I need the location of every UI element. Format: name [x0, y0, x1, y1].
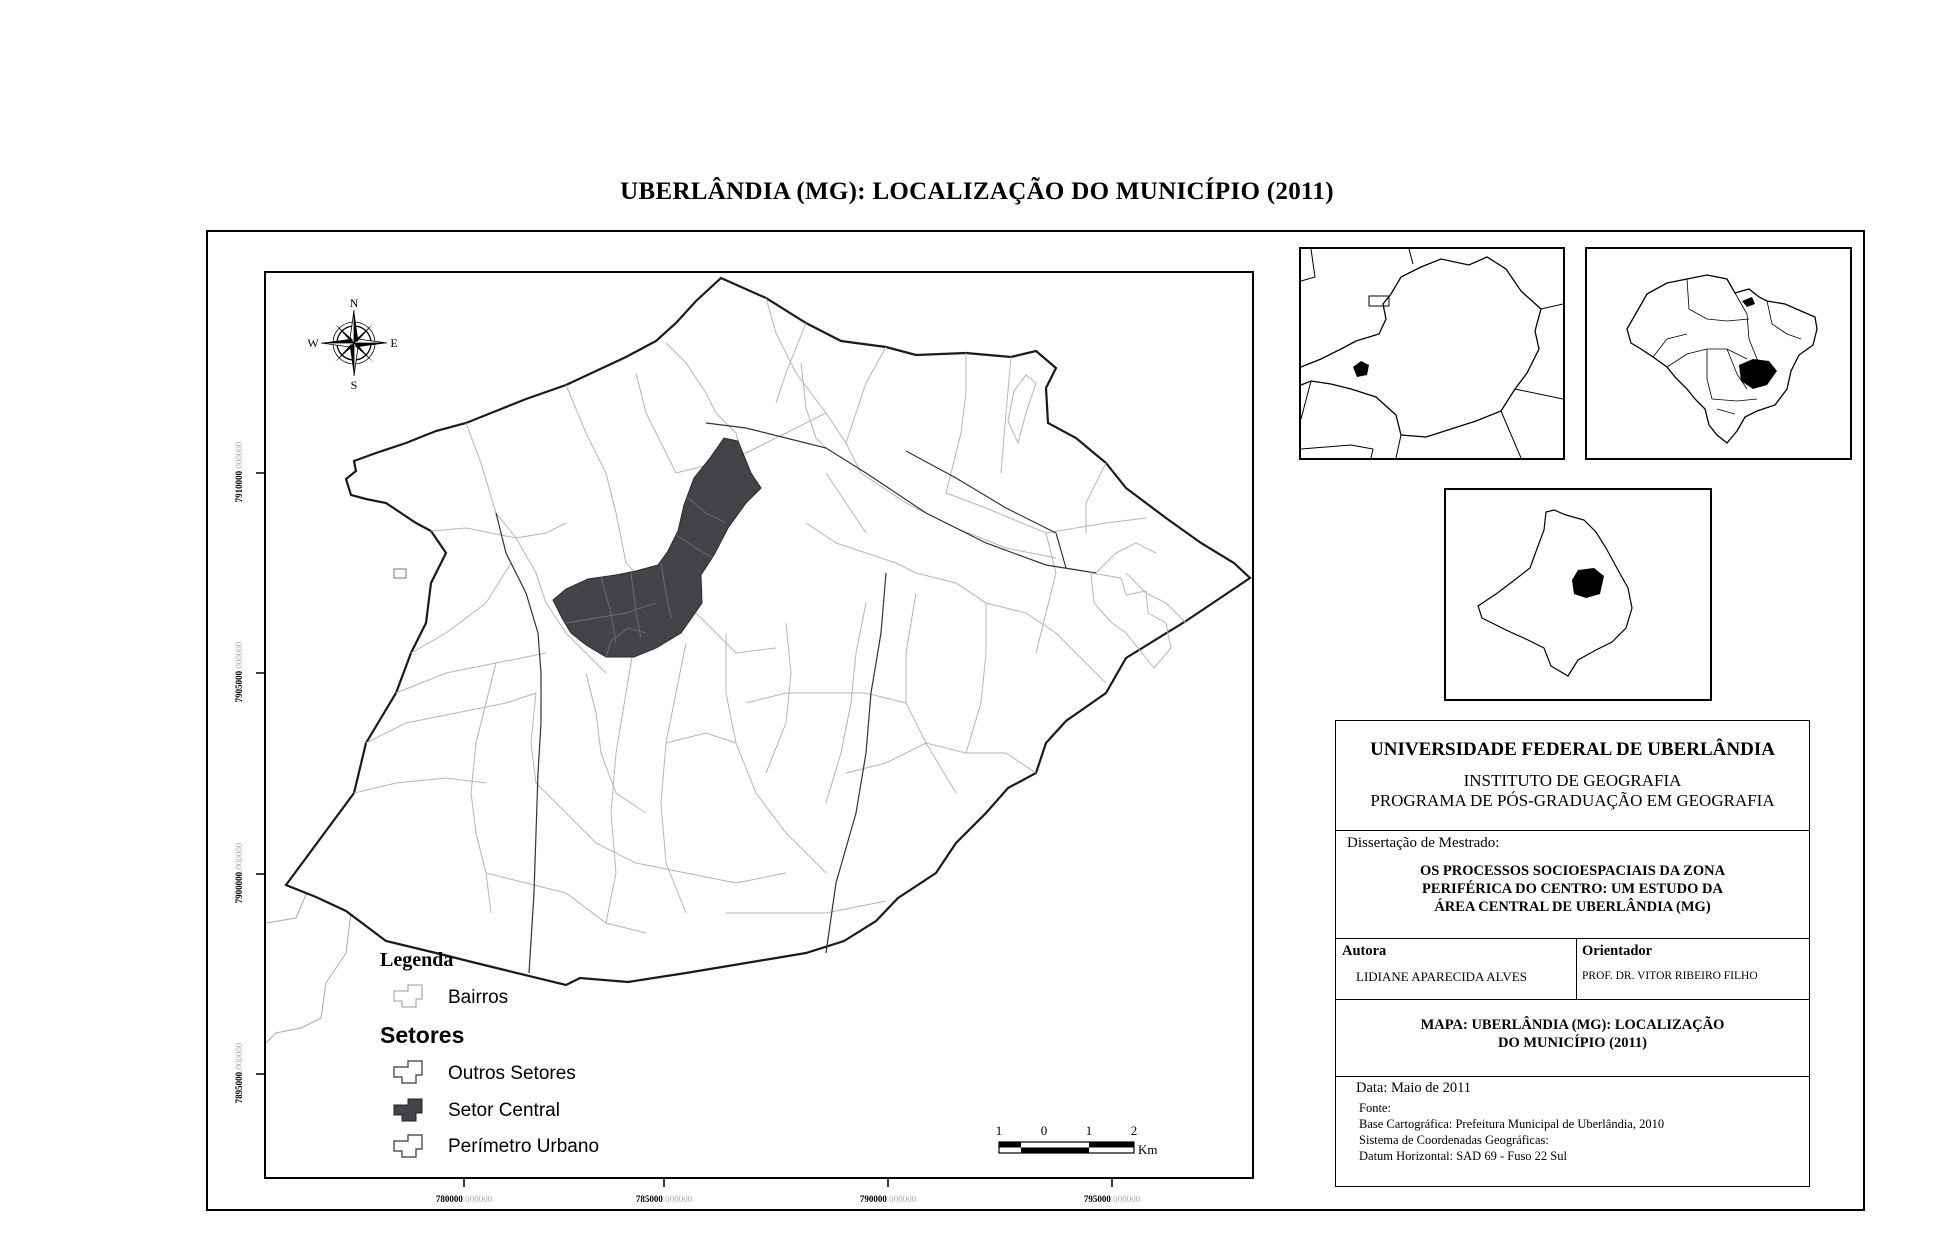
source-label: Fonte:	[1359, 1101, 1391, 1115]
svg-text:7910000.000000: 7910000.000000	[234, 441, 244, 503]
y-tick-7895000: 7895000	[234, 1071, 244, 1104]
scale-label-2: 2	[1130, 1123, 1138, 1138]
map-name-line2: DO MUNICÍPIO (2011)	[1497, 1035, 1648, 1051]
svg-text:7895000.000000: 7895000.000000	[234, 1042, 244, 1104]
compass-w: W	[307, 336, 319, 350]
title-block	[1335, 720, 1810, 1187]
legend-setor-central: Setor Central	[448, 1100, 560, 1121]
scale-unit: Km	[1138, 1142, 1158, 1157]
municipio-urban-area	[1572, 568, 1604, 598]
x-tick-780000: 780000	[435, 1194, 463, 1204]
inset-minas-gerais	[1299, 247, 1565, 460]
advisor-name: PROF. DR. VITOR RIBEIRO FILHO	[1582, 970, 1758, 982]
thesis-title-line1: OS PROCESSOS SOCIOESPACIAIS DA ZONA	[1419, 863, 1726, 879]
university-name: UNIVERSIDADE FEDERAL DE UBERLÂNDIA	[1370, 739, 1775, 760]
brazil-outline	[1627, 275, 1817, 443]
author-label: Autora	[1342, 943, 1387, 959]
map-title: UBERLÂNDIA (MG): LOCALIZAÇÃO DO MUNICÍPIO (2011)	[620, 178, 1334, 205]
legend-outros-setores: Outros Setores	[448, 1063, 576, 1084]
date: Data: Maio de 2011	[1356, 1080, 1472, 1096]
y-tick-7910000: 7910000	[234, 470, 244, 503]
legend-bairros: Bairros	[448, 987, 509, 1008]
datum: Datum Horizontal: SAD 69 - Fuso 22 Sul	[1359, 1149, 1567, 1163]
inset-municipio	[1444, 488, 1712, 701]
svg-text:7900000.000000: 7900000.000000	[234, 842, 244, 904]
author-name: LIDIANE APARECIDA ALVES	[1356, 969, 1527, 984]
x-tick-785000: 785000	[635, 1194, 663, 1204]
compass-e: E	[390, 336, 398, 350]
scale-label-1: 1	[1085, 1123, 1093, 1138]
legend-perimetro-urbano: Perímetro Urbano	[448, 1136, 600, 1157]
coordinate-grid-ticks	[206, 230, 1306, 1210]
svg-text:780000.000000: 780000.000000	[435, 1194, 493, 1204]
mg-state-outline	[1301, 257, 1541, 437]
source: Base Cartográfica: Prefeitura Municipal de Uberlândia, 2010	[1359, 1117, 1665, 1131]
y-tick-7900000: 7900000	[234, 871, 244, 904]
municipio-outline	[1478, 510, 1632, 676]
svg-text:785000.000000: 785000.000000	[635, 1194, 693, 1204]
institute-name: INSTITUTO DE GEOGRAFIA	[1463, 771, 1682, 790]
svg-text:795000.000000: 795000.000000	[1083, 1194, 1141, 1204]
legend-setores-title: Setores	[380, 1022, 465, 1048]
inset-brazil	[1585, 247, 1852, 460]
dissertation-label: Dissertação de Mestrado:	[1347, 835, 1500, 851]
brazil-minas-gerais	[1739, 359, 1777, 389]
scale-label-0: 0	[1040, 1123, 1048, 1138]
thesis-title-line2: PERIFÉRICA DO CENTRO: UM ESTUDO DA	[1422, 881, 1723, 897]
svg-text:790000.000000: 790000.000000	[859, 1194, 917, 1204]
legend-title: Legenda	[380, 949, 454, 971]
advisor-label: Orientador	[1582, 943, 1653, 959]
x-tick-790000: 790000	[859, 1194, 887, 1204]
mg-uberlandia-marker	[1353, 361, 1369, 377]
compass-s: S	[350, 378, 358, 392]
thesis-title-line3: ÁREA CENTRAL DE UBERLÂNDIA (MG)	[1434, 899, 1711, 915]
scale-label-1-left: 1	[995, 1123, 1003, 1138]
svg-text:7905000.000000: 7905000.000000	[234, 641, 244, 703]
x-tick-795000: 795000	[1083, 1194, 1111, 1204]
program-name: PROGRAMA DE PÓS-GRADUAÇÃO EM GEOGRAFIA	[1370, 791, 1775, 810]
compass-n: N	[349, 296, 359, 310]
y-tick-7905000: 7905000	[234, 670, 244, 703]
crs-label: Sistema de Coordenadas Geográficas:	[1359, 1133, 1549, 1147]
map-name-line1: MAPA: UBERLÂNDIA (MG): LOCALIZAÇÃO	[1420, 1017, 1725, 1033]
